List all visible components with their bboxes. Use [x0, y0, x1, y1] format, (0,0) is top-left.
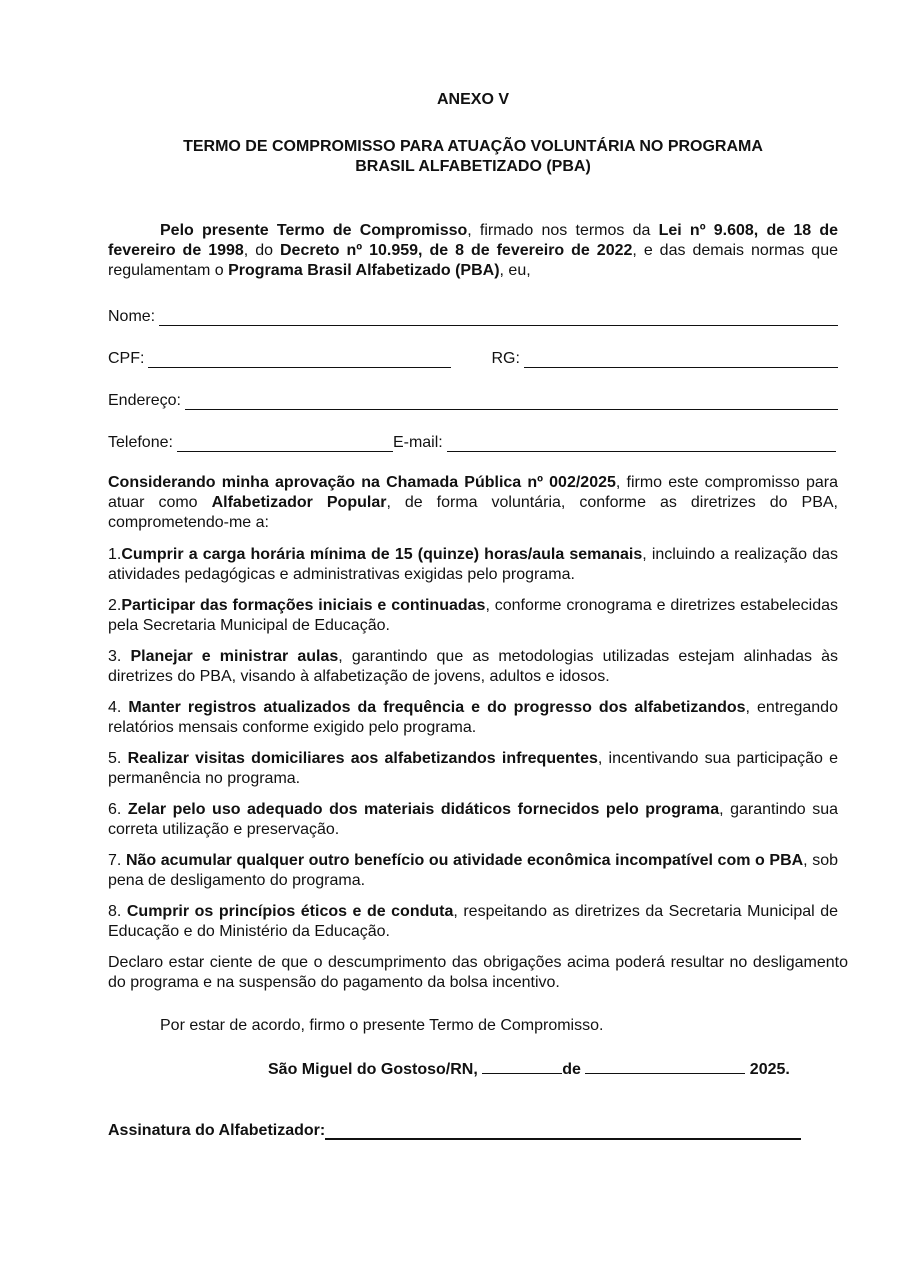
item-text: , sob pena de desligamento do programa.: [108, 852, 838, 889]
public-call-reference: Considerando minha aprovação na Chamada Pública nº 002/2025: [108, 474, 616, 491]
considering-text: , de forma voluntária, conforme as diretrizes do PBA, comprometendo-me a:: [108, 494, 839, 531]
place-date-line: [268, 1057, 790, 1079]
commitment-item-2: [108, 596, 838, 636]
rg-field[interactable]: [524, 351, 838, 368]
intro-paragraph: [108, 221, 838, 281]
annex-heading: ANEXO V: [436, 91, 509, 108]
item-number: 8.: [108, 903, 127, 920]
role-name: Alfabetizador Popular: [211, 494, 387, 511]
commitment-item-5: [108, 749, 838, 789]
commitment-item-3: [108, 647, 838, 687]
item-bold-text: Planejar e ministrar aulas: [130, 648, 339, 665]
contact-field-row: [108, 430, 838, 452]
intro-text: , do: [243, 242, 280, 259]
name-field-row: [108, 304, 838, 326]
item-bold-text: Manter registros atualizados da frequência e do progresso dos alfabetizandos: [128, 699, 746, 716]
rg-label: RG:: [491, 350, 520, 367]
name-label: Nome:: [108, 308, 156, 325]
item-text: , respeitando as diretrizes da Secretaria Municipal de Educação e do Ministério da Educação.: [108, 903, 839, 940]
signature-label: Assinatura do Alfabetizador:: [108, 1122, 326, 1139]
considering-text: , firmo este compromisso para atuar como: [108, 474, 838, 511]
item-text: , incentivando sua participação e permanência no programa.: [108, 750, 838, 787]
id-field-row: [108, 346, 838, 368]
item-text: , garantindo que as metodologias utilizadas estejam alinhadas às diretrizes do PBA, visando à alfabetização de jovens, adultos e idosos.: [108, 648, 839, 685]
considering-paragraph: [108, 473, 838, 533]
city-label: São Miguel do Gostoso/RN,: [268, 1061, 483, 1078]
name-field[interactable]: [159, 309, 838, 326]
address-field-row: [108, 388, 838, 410]
signature-field[interactable]: [325, 1122, 801, 1140]
email-label: E-mail:: [392, 434, 443, 451]
address-label: Endereço:: [108, 392, 181, 409]
item-text: , incluindo a realização das atividades pedagógicas e administrativas exigidas pelo programa.: [108, 546, 838, 583]
item-bold-text: Realizar visitas domiciliares aos alfabetizandos infrequentes: [127, 750, 598, 767]
date-connector: de: [562, 1061, 586, 1078]
intro-text: , e das demais normas que regulamentam o: [108, 242, 839, 279]
intro-decree: Decreto nº 10.959, de 8 de fevereiro de 2022: [279, 242, 633, 259]
item-number: 4.: [108, 699, 129, 716]
commitment-item-8: [108, 902, 838, 942]
commitment-item-6: [108, 800, 838, 840]
email-field[interactable]: [447, 435, 836, 452]
item-text: , conforme cronograma e diretrizes estabelecidas pela Secretaria Municipal de Educação.: [108, 597, 838, 634]
item-number: 3.: [108, 648, 131, 665]
title-line-2: BRASIL ALFABETIZADO (PBA): [355, 158, 591, 175]
phone-label: Telefone:: [108, 434, 173, 451]
intro-law: Lei nº 9.608, de 18 de fevereiro de 1998: [108, 222, 839, 259]
phone-field[interactable]: [177, 435, 393, 452]
day-field[interactable]: [482, 1057, 562, 1074]
intro-bold-term: Pelo presente Termo de Compromisso: [160, 222, 468, 239]
month-field[interactable]: [585, 1057, 745, 1074]
title-line-1: TERMO DE COMPROMISSO PARA ATUAÇÃO VOLUNTÁRIA NO PROGRAMA: [183, 138, 763, 155]
year-label: 2025.: [745, 1061, 790, 1078]
commitment-item-7: [108, 851, 838, 891]
agreement-statement: Por estar de acordo, firmo o presente Termo de Compromisso.: [160, 1017, 604, 1034]
item-bold-text: Cumprir os princípios éticos e de conduta: [126, 903, 454, 920]
cpf-field[interactable]: [148, 351, 451, 368]
item-number: 2.: [108, 597, 122, 614]
address-field[interactable]: [185, 393, 838, 410]
item-bold-text: Participar das formações iniciais e continuadas: [121, 597, 486, 614]
item-number: 5.: [108, 750, 128, 767]
signature-line: [108, 1122, 801, 1140]
item-number: 6.: [108, 801, 128, 818]
item-bold-text: Zelar pelo uso adequado dos materiais didáticos fornecidos pelo programa: [127, 801, 720, 818]
document-title: [108, 137, 838, 177]
cpf-label: CPF:: [108, 350, 145, 367]
intro-program: Programa Brasil Alfabetizado (PBA): [228, 262, 500, 279]
item-number: 1.: [108, 546, 122, 563]
intro-text: , eu,: [499, 262, 531, 279]
commitment-item-1: [108, 545, 838, 585]
item-bold-text: Não acumular qualquer outro benefício ou atividade econômica incompatível com o PBA: [125, 852, 804, 869]
item-text: , entregando relatórios mensais conforme exigido pelo programa.: [108, 699, 838, 736]
item-number: 7.: [108, 852, 126, 869]
commitment-item-4: [108, 698, 838, 738]
declaration-paragraph: Declaro estar ciente de que o descumprimento das obrigações acima poderá resultar no desligamento do programa e na suspensão do pagamento da bolsa incentivo.: [108, 954, 848, 991]
item-bold-text: Cumprir a carga horária mínima de 15 (quinze) horas/aula semanais: [121, 546, 643, 563]
intro-text: , firmado nos termos da: [467, 222, 659, 239]
item-text: , garantindo sua correta utilização e preservação.: [108, 801, 839, 838]
